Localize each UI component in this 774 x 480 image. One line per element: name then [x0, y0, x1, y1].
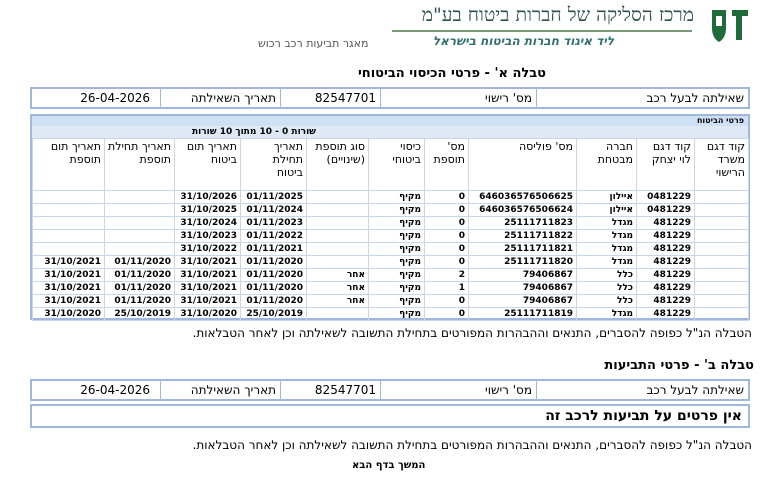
table-cell: איילון — [577, 204, 637, 217]
table-cell — [307, 256, 369, 269]
license-label: מס' רישוי — [380, 89, 536, 107]
table-cell: 79406867 — [469, 282, 577, 295]
table-cell: כלל — [577, 295, 637, 308]
header-title: מרכז הסליקה של חברות ביטוח בע"מ — [421, 4, 694, 26]
table-cell: 25111711822 — [469, 230, 577, 243]
table-cell: 31/10/2024 — [175, 217, 241, 230]
table-cell: 79406867 — [469, 269, 577, 282]
table-cell — [307, 191, 369, 204]
table-cell: 01/11/2025 — [241, 191, 307, 204]
table-cell: 31/10/2021 — [175, 256, 241, 269]
continued-next-page: המשך בדף הבא — [352, 460, 426, 471]
table-cell — [695, 204, 749, 217]
database-name: מאגר תביעות רכב רכוש — [258, 37, 369, 50]
table-cell — [105, 243, 175, 256]
table-cell — [695, 269, 749, 282]
insurance-data-table — [32, 138, 749, 321]
section-a-info-bar — [30, 87, 750, 109]
table-title-text: פרטי הביטוח — [696, 116, 744, 125]
table-cell: אחר — [307, 282, 369, 295]
table-cell: 31/10/2021 — [33, 295, 105, 308]
table-body — [33, 191, 749, 321]
table-row — [33, 204, 749, 217]
table-cell: 481229 — [637, 243, 695, 256]
section-a-note: הטבלה הנ"ל כפופה להסברים, התנאים וההבהרות המפורטים בתחילת התשובה לשאילתה וכן לאחר הטבלאות. — [192, 326, 752, 340]
table-cell: 01/11/2022 — [241, 230, 307, 243]
table-cell — [695, 295, 749, 308]
table-cell: 1 — [425, 282, 469, 295]
table-cell: 0481229 — [637, 204, 695, 217]
table-cell: 31/10/2025 — [175, 204, 241, 217]
table-cell — [33, 191, 105, 204]
table-cell: אחר — [307, 295, 369, 308]
table-cell: מגדל — [577, 256, 637, 269]
table-row — [33, 256, 749, 269]
table-cell: 0 — [425, 243, 469, 256]
column-header: תאריך תחילת ביטוח — [241, 139, 307, 191]
section-a-title: טבלה א' - פרטי הכיסוי הביטוחי — [357, 66, 546, 81]
table-cell: 01/11/2020 — [105, 256, 175, 269]
table-cell: 01/11/2020 — [105, 269, 175, 282]
table-cell: 01/11/2020 — [241, 269, 307, 282]
table-cell: מקיף — [369, 256, 425, 269]
table-row — [33, 243, 749, 256]
table-cell: מקיף — [369, 217, 425, 230]
table-cell: מקיף — [369, 269, 425, 282]
table-cell: 481229 — [637, 269, 695, 282]
table-cell: מגדל — [577, 243, 637, 256]
table-cell — [695, 282, 749, 295]
table-rows-info — [32, 126, 748, 138]
table-cell: 481229 — [637, 230, 695, 243]
table-row — [33, 269, 749, 282]
table-cell: 25111711819 — [469, 308, 577, 321]
query-date-label: תאריך השאילתה — [160, 89, 280, 107]
table-cell: 31/10/2020 — [33, 308, 105, 321]
table-cell: 31/10/2021 — [175, 269, 241, 282]
column-header: קוד דגם לוי יצחק — [637, 139, 695, 191]
header-divider — [392, 30, 692, 32]
table-cell: כלל — [577, 282, 637, 295]
table-cell: 01/11/2024 — [241, 204, 307, 217]
query-date-value: 26-04-2026 — [80, 383, 150, 397]
table-cell — [33, 204, 105, 217]
header-subtitle: ליד איגוד חברות הביטוח בישראל — [432, 34, 614, 48]
table-cell: 01/11/2020 — [105, 282, 175, 295]
table-cell: 01/11/2023 — [241, 217, 307, 230]
column-header: מס' פוליסה — [469, 139, 577, 191]
table-cell — [307, 230, 369, 243]
table-cell — [307, 308, 369, 321]
table-cell — [695, 256, 749, 269]
table-cell: 25111711820 — [469, 256, 577, 269]
table-cell: 31/10/2022 — [175, 243, 241, 256]
table-cell: 01/11/2020 — [241, 295, 307, 308]
column-header: תאריך תחילת תוספת — [105, 139, 175, 191]
query-date-value: 26-04-2026 — [80, 91, 150, 105]
column-header: מס' תוספת — [425, 139, 469, 191]
table-cell: 0481229 — [637, 191, 695, 204]
column-header: קוד דגם משרד הרישוי — [695, 139, 749, 191]
table-row — [33, 295, 749, 308]
table-cell — [695, 191, 749, 204]
table-cell: 646036576506625 — [469, 191, 577, 204]
table-cell: איילון — [577, 191, 637, 204]
table-cell: 481229 — [637, 282, 695, 295]
table-title — [32, 116, 748, 126]
table-cell: 31/10/2021 — [33, 269, 105, 282]
table-row — [33, 217, 749, 230]
table-cell: 31/10/2021 — [175, 295, 241, 308]
table-cell: 0 — [425, 295, 469, 308]
column-header: סוג תוספת (שינויים) — [307, 139, 369, 191]
table-cell: 31/10/2020 — [175, 308, 241, 321]
table-cell: 25111711821 — [469, 243, 577, 256]
table-cell: 01/11/2021 — [241, 243, 307, 256]
table-cell: 01/11/2020 — [241, 256, 307, 269]
owner-query-label: שאילתה לבעל רכב — [536, 89, 748, 107]
table-cell: 0 — [425, 191, 469, 204]
table-cell — [695, 243, 749, 256]
table-cell: מקיף — [369, 295, 425, 308]
table-cell: מקיף — [369, 230, 425, 243]
license-value: 82547701 — [280, 381, 380, 399]
table-cell: 0 — [425, 230, 469, 243]
table-cell: 481229 — [637, 217, 695, 230]
license-value: 82547701 — [280, 89, 380, 107]
table-cell: מקיף — [369, 308, 425, 321]
table-cell: 481229 — [637, 256, 695, 269]
table-cell: 0 — [425, 256, 469, 269]
table-cell — [105, 191, 175, 204]
column-header: כיסוי ביטוחי — [369, 139, 425, 191]
table-cell: 31/10/2021 — [33, 256, 105, 269]
table-cell: מקיף — [369, 191, 425, 204]
owner-query-label: שאילתה לבעל רכב — [536, 381, 748, 399]
table-cell: 2 — [425, 269, 469, 282]
table-cell: 01/11/2020 — [241, 282, 307, 295]
table-cell: מקיף — [369, 243, 425, 256]
table-cell: 25111711823 — [469, 217, 577, 230]
table-cell: מקיף — [369, 282, 425, 295]
table-cell — [695, 308, 749, 321]
table-header-row — [33, 139, 749, 191]
table-cell: אחר — [307, 269, 369, 282]
insurance-table — [30, 114, 750, 320]
table-cell: 31/10/2021 — [175, 282, 241, 295]
query-date-label: תאריך השאילתה — [160, 381, 280, 399]
table-row — [33, 191, 749, 204]
table-cell — [307, 217, 369, 230]
column-header: תאריך תום ביטוח — [175, 139, 241, 191]
column-header: חברה מבטחת — [577, 139, 637, 191]
table-cell — [33, 230, 105, 243]
table-cell: 79406867 — [469, 295, 577, 308]
table-cell — [105, 217, 175, 230]
table-row — [33, 230, 749, 243]
table-row — [33, 308, 749, 321]
table-cell: 31/10/2026 — [175, 191, 241, 204]
table-cell — [105, 204, 175, 217]
section-b-note: הטבלה הנ"ל כפופה להסברים, התנאים וההבהרות המפורטים בתחילת התשובה לשאילתה וכן לאחר הטבלאות. — [192, 438, 752, 452]
license-label: מס' רישוי — [380, 381, 536, 399]
table-cell: 0 — [425, 217, 469, 230]
table-cell: 31/10/2021 — [33, 282, 105, 295]
table-row — [33, 282, 749, 295]
table-cell — [695, 217, 749, 230]
table-cell: מגדל — [577, 217, 637, 230]
no-claims-message: אין פרטים על תביעות לרכב זה — [30, 404, 750, 428]
table-cell: מגדל — [577, 230, 637, 243]
table-cell — [33, 243, 105, 256]
table-cell — [307, 204, 369, 217]
rows-info-text: שורות 0 - 10 מתוך 10 שורות — [192, 127, 316, 137]
table-cell: 25/10/2019 — [105, 308, 175, 321]
table-cell: 0 — [425, 204, 469, 217]
column-header: תאריך תום תוספת — [33, 139, 105, 191]
table-cell: מגדל — [577, 308, 637, 321]
table-cell: 646036576506624 — [469, 204, 577, 217]
table-cell: 01/11/2020 — [105, 295, 175, 308]
table-cell — [105, 230, 175, 243]
section-b-title: טבלה ב' - פרטי התביעות — [604, 358, 754, 373]
table-cell: 481229 — [637, 308, 695, 321]
table-cell: 481229 — [637, 295, 695, 308]
table-cell — [33, 217, 105, 230]
table-cell: 0 — [425, 308, 469, 321]
table-cell: 25/10/2019 — [241, 308, 307, 321]
clearing-house-logo-icon — [708, 6, 752, 46]
table-cell: כלל — [577, 269, 637, 282]
table-cell: מקיף — [369, 204, 425, 217]
table-cell — [307, 243, 369, 256]
section-b-info-bar — [30, 379, 750, 401]
table-cell — [695, 230, 749, 243]
table-cell: 31/10/2023 — [175, 230, 241, 243]
